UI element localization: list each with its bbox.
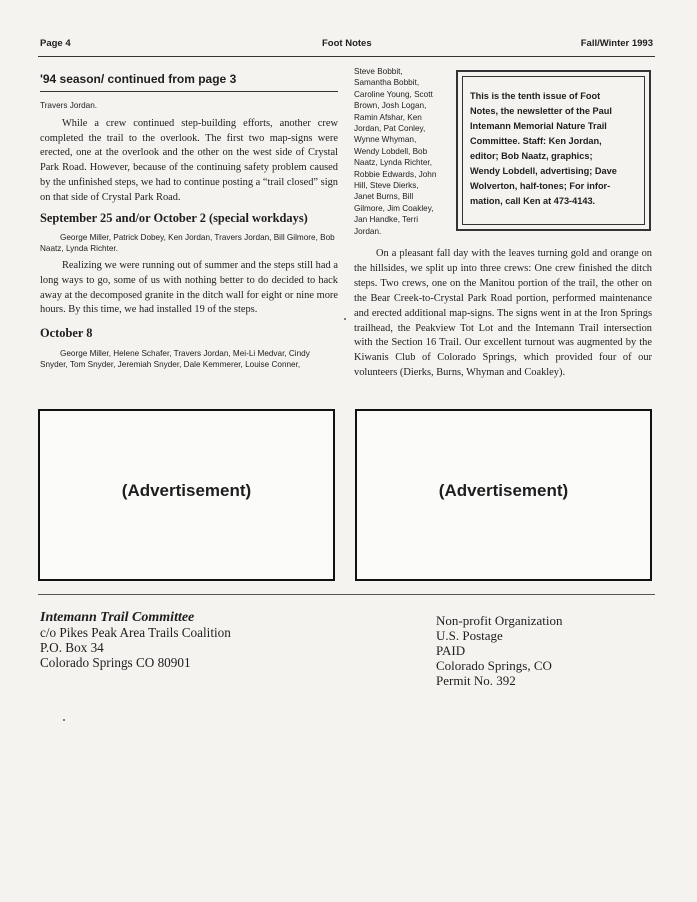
name-line: Brown, Josh Logan, bbox=[354, 101, 427, 111]
page-number: Page 4 bbox=[40, 38, 71, 49]
name-line: Wynne Whyman, bbox=[354, 135, 417, 145]
name-line: Robbie Edwards, John bbox=[354, 169, 437, 179]
name-line: Jan Handke, Terri bbox=[354, 215, 419, 225]
name-line: Jordan. bbox=[354, 226, 382, 236]
committee-name: Intemann Trail Committee bbox=[40, 610, 195, 625]
address-line: c/o Pikes Peak Area Trails Coalition bbox=[40, 625, 231, 640]
article-right-column bbox=[354, 247, 652, 381]
indicia-line: U.S. Postage bbox=[436, 628, 503, 643]
mailer-rule bbox=[38, 594, 655, 595]
name-line: Jordan, Pat Conley, bbox=[354, 124, 426, 134]
article-paragraph-3: On a pleasant fall day with the leaves turning gold and orange on the hillsides, we split up into three crews: One crew finished the ditch steps. Two crews, one on the Manitou portion of the trail, the other on the Bear Creek-to-Crystal Park Road portion, performed maintenance and erected additional map-signs. The signs went in at the Iron Springs trailhead, the Peakview Tot Lot and the Intemann Trail intersection with the Section 16 Trail. Our excellent turnout was augmented by the Kiwanis Club of Colorado Springs, which provided four of our volunteers (Dierks, Burns, Whyman and Coakley). bbox=[354, 248, 652, 379]
name-line: Caroline Young, Scott bbox=[354, 89, 433, 99]
staff-info-text bbox=[470, 89, 640, 209]
address-line: Colorado Springs CO 80901 bbox=[40, 655, 191, 670]
advertisement-right[interactable] bbox=[355, 409, 652, 581]
info-line: This is the tenth issue of Foot bbox=[470, 91, 601, 101]
volunteer-names-october: George Miller, Helene Schafer, Travers Jordan, Mei-Li Medvar, Cindy Snyder, Tom Snyder, Jeremiah Snyder, Dale Kemmerer, Louise Conner, bbox=[40, 349, 310, 370]
name-line: Ramin Afshar, Ken bbox=[354, 112, 422, 122]
info-line: Notes, the newsletter of the Paul bbox=[470, 106, 612, 116]
publication-name: Foot Notes bbox=[322, 38, 372, 49]
scan-speck bbox=[344, 318, 346, 320]
postal-indicia bbox=[436, 613, 562, 688]
article-paragraph-2: Realizing we were running out of summer and the steps still had a long ways to go, some of us with nothing better to do decided to hack away at the decomposed granite in the ditch wall for eight or nine more hours. By this time, we had installed 19 of the steps. bbox=[40, 260, 338, 316]
info-line: Wolverton, half-tones; For infor- bbox=[470, 181, 611, 191]
section-heading-october: October 8 bbox=[40, 326, 93, 341]
issue-date: Fall/Winter 1993 bbox=[580, 38, 653, 49]
info-line: Wendy Lobdell, advertising; Dave bbox=[470, 166, 617, 176]
return-address bbox=[40, 610, 231, 670]
page-header bbox=[40, 38, 653, 54]
names-continued bbox=[354, 66, 446, 237]
article-left-column bbox=[40, 72, 338, 370]
info-line: Intemann Memorial Nature Trail bbox=[470, 121, 607, 131]
advertisement-label: (Advertisement) bbox=[438, 481, 569, 500]
name-line: Wendy Lobdell, Bob bbox=[354, 146, 428, 156]
header-rule bbox=[38, 56, 655, 57]
name-line: Steve Bobbit, bbox=[354, 67, 403, 76]
info-line: Committee. Staff: Ken Jordan, bbox=[470, 136, 602, 146]
name-line: Gilmore, Jim Coakley, bbox=[354, 203, 434, 213]
name-line: Hill, Steve Dierks, bbox=[354, 181, 419, 191]
indicia-line: Non-profit Organization bbox=[436, 613, 563, 628]
advertisement-left[interactable] bbox=[38, 409, 335, 581]
scan-speck bbox=[63, 719, 65, 721]
name-line: Samantha Bobbit, bbox=[354, 78, 420, 88]
indicia-line: PAID bbox=[436, 643, 466, 658]
name-line: Naatz, Lynda Richter, bbox=[354, 158, 432, 168]
staff-info-box bbox=[456, 70, 651, 231]
address-line: P.O. Box 34 bbox=[40, 640, 104, 655]
volunteer-names-september: George Miller, Patrick Dobey, Ken Jordan, Travers Jordan, Bill Gilmore, Bob Naatz, Lynda Richter. bbox=[40, 233, 335, 254]
info-line: mation, call Ken at 473-4143. bbox=[470, 196, 596, 206]
indicia-line: Colorado Springs, CO bbox=[436, 658, 552, 673]
section-heading-september: September 25 and/or October 2 (special workdays) bbox=[40, 211, 308, 226]
article-paragraph-1: While a crew continued step-building efforts, another crew completed the trail to the overlook. The first two map-signs were erected, one at the overlook and the other on the west side of Crystal Park Road. However, because of the continuing safety problem caused by the unfinished steps, we had to continue posting a “trail closed” sign on that side of Crystal Park Road. bbox=[40, 118, 338, 203]
article-title: '94 season/ continued from page 3 bbox=[40, 72, 338, 92]
name-line: Janet Burns, Bill bbox=[354, 192, 414, 202]
indicia-line: Permit No. 392 bbox=[436, 673, 516, 688]
advertisement-label: (Advertisement) bbox=[121, 481, 252, 500]
info-line: editor; Bob Naatz, graphics; bbox=[470, 151, 593, 161]
lead-name: Travers Jordan. bbox=[40, 101, 98, 110]
